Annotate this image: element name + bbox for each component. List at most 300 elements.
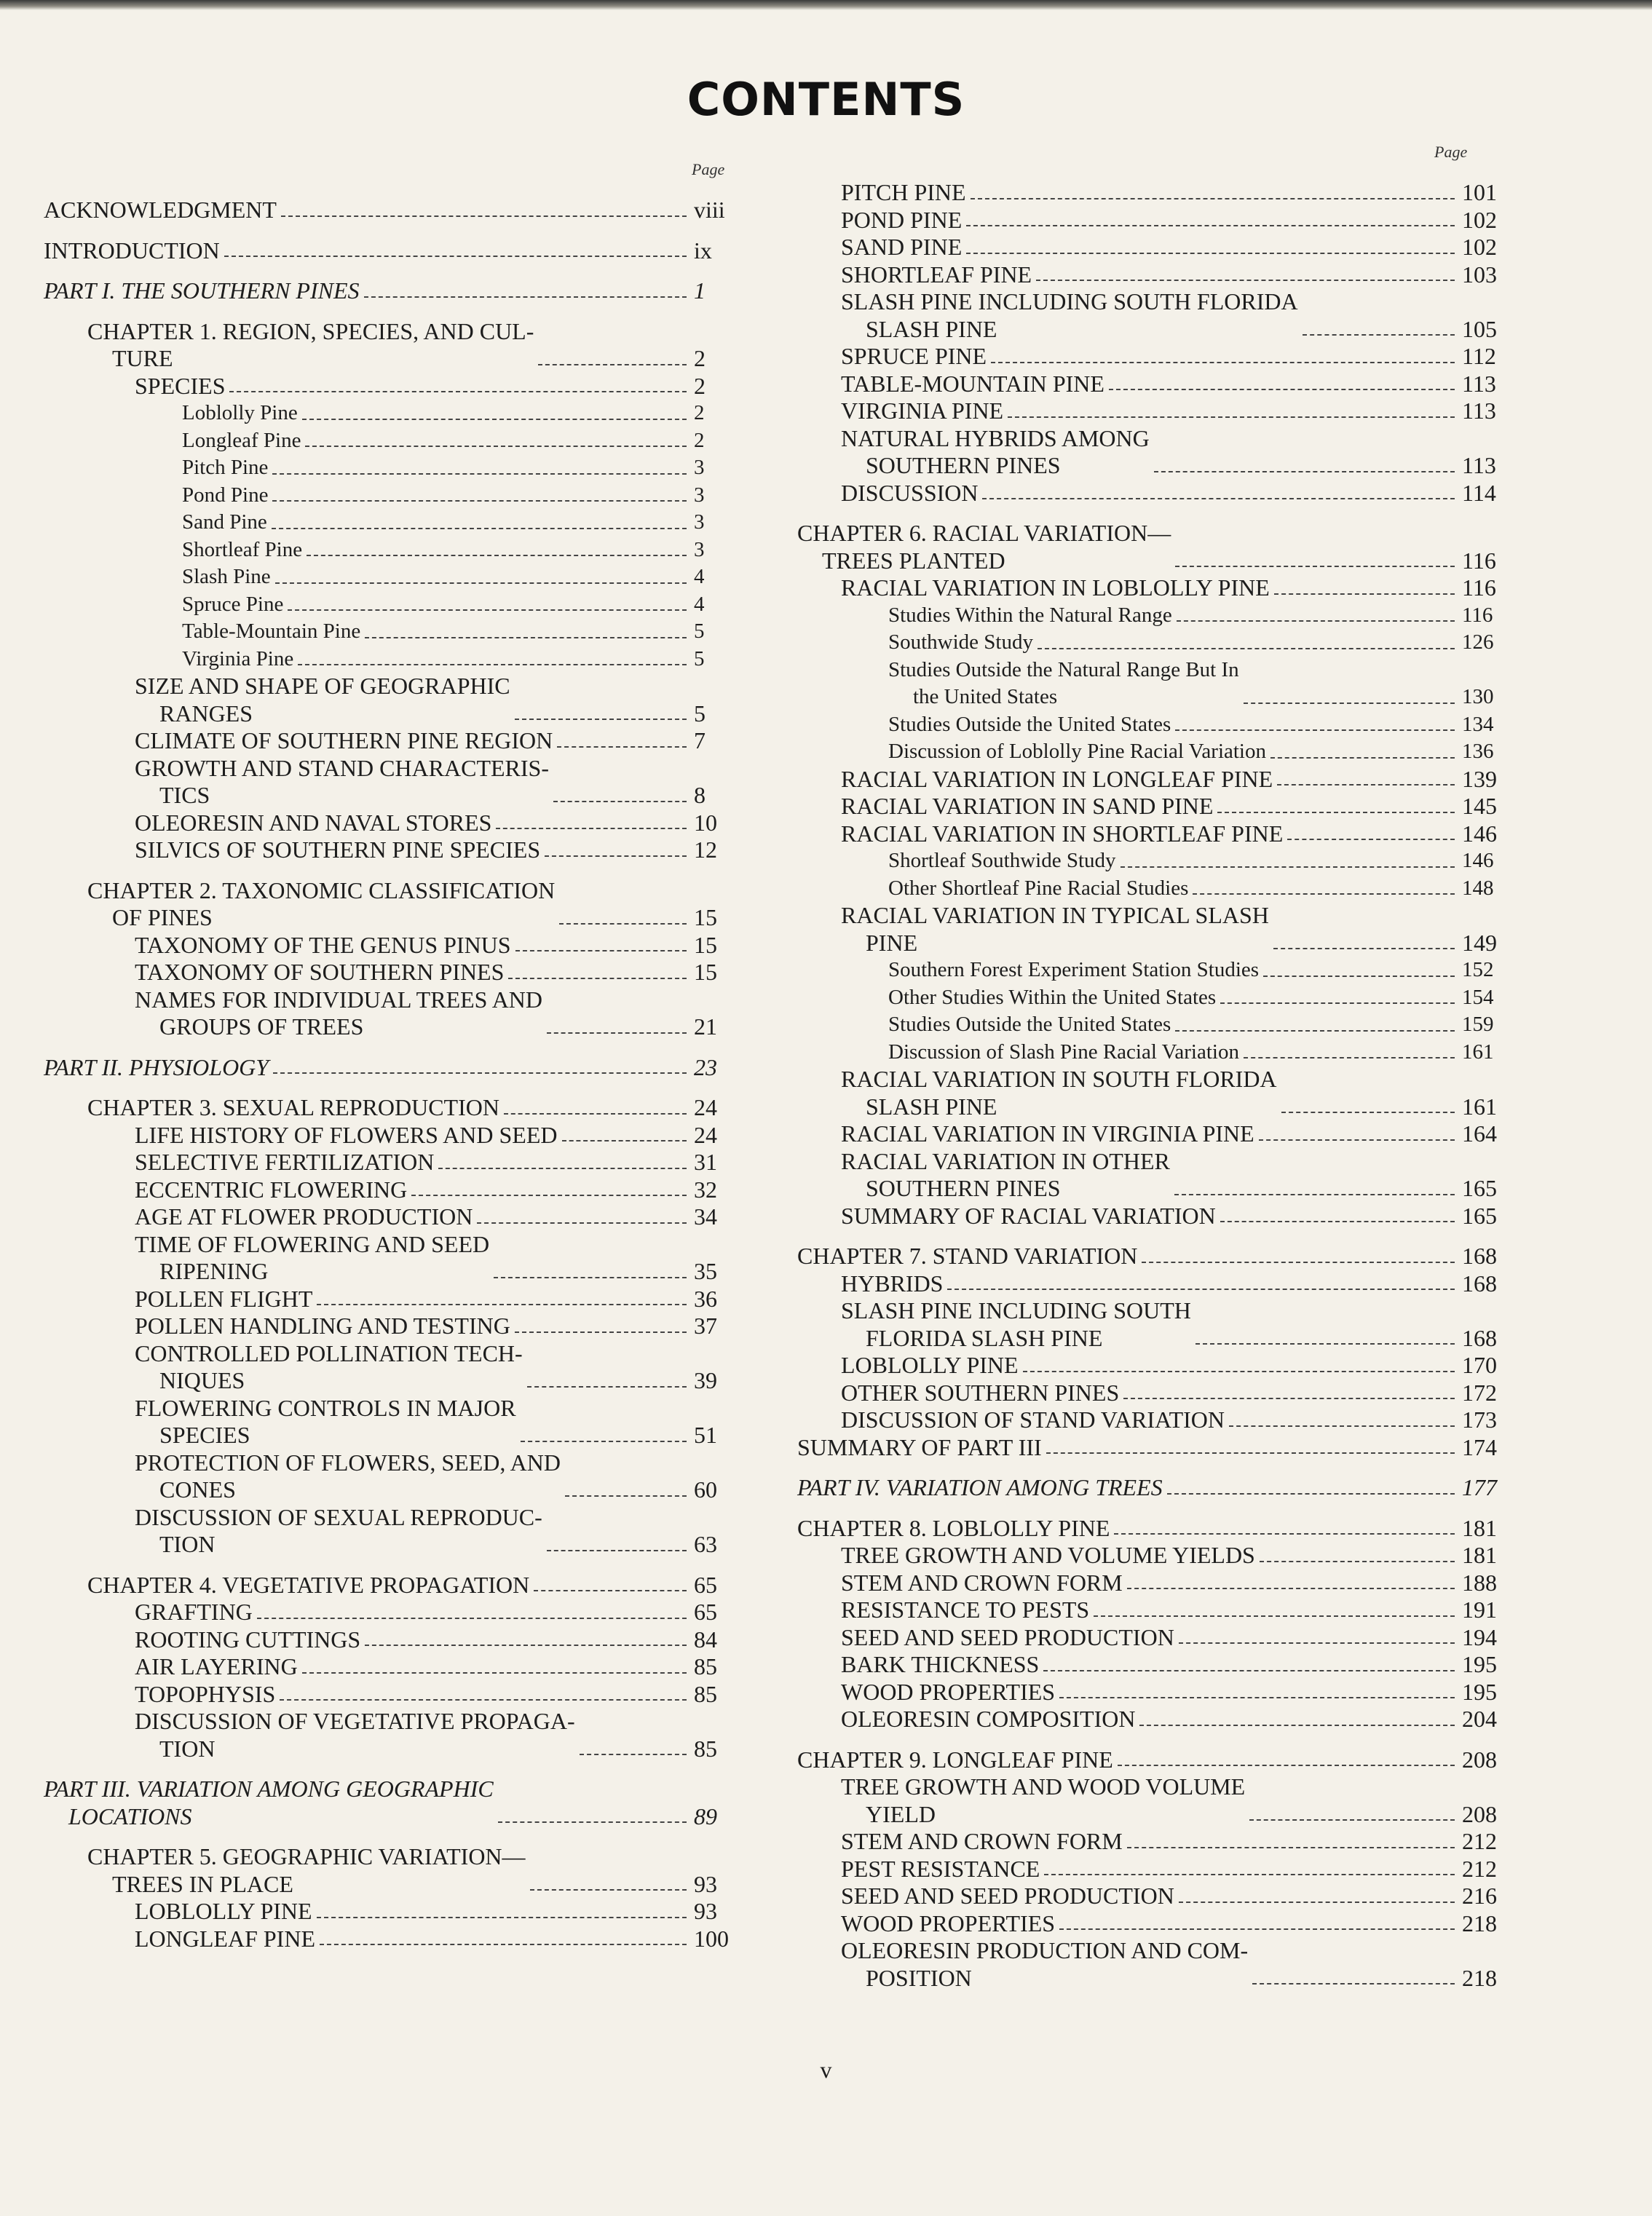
toc-page-number: 216 [1462, 1883, 1497, 1909]
toc-page-number: 212 [1462, 1855, 1497, 1882]
toc-page-number: 3 [694, 537, 705, 561]
toc-entry-title-continued: SOUTHERN PINES [866, 452, 1061, 478]
dot-leader [1059, 1928, 1455, 1930]
dot-leader [1044, 1874, 1455, 1875]
toc-entry-title: ECCENTRIC FLOWERING [135, 1176, 408, 1203]
toc-entry-title: RACIAL VARIATION IN OTHER [841, 1147, 1170, 1174]
dot-leader [1177, 620, 1455, 622]
toc-entry-title: CHAPTER 2. TAXONOMIC CLASSIFICATION [87, 876, 556, 903]
toc-entry-title-block [841, 1937, 1248, 1992]
dot-leader [1127, 1847, 1455, 1848]
toc-page-number: 181 [1462, 1514, 1497, 1541]
toc-entry-title: LIFE HISTORY OF FLOWERS AND SEED [135, 1121, 558, 1148]
toc-entry-title: GROWTH AND STAND CHARACTERIS- [135, 754, 549, 781]
toc-page-number: 204 [1462, 1706, 1497, 1732]
dot-leader [272, 473, 687, 475]
dot-leader [229, 391, 687, 392]
toc-page-number: 89 [694, 1803, 717, 1829]
toc-entry [44, 1708, 739, 1762]
toc-entry [797, 957, 1507, 984]
dot-leader [496, 828, 687, 829]
toc-page-number: 116 [1462, 574, 1496, 601]
toc-entry-title-continued: OF PINES [112, 904, 213, 930]
toc-entry-title-continued: TURE [112, 345, 173, 371]
toc-entry-title: CHAPTER 3. SEXUAL REPRODUCTION [87, 1094, 499, 1120]
toc-entry-title: NAMES FOR INDIVIDUAL TREES AND [135, 986, 543, 1013]
toc-entry-title-continued: FLORIDA SLASH PINE [866, 1324, 1103, 1351]
toc-entry-title-continued: SLASH PINE [866, 315, 997, 342]
toc-entry [797, 425, 1507, 480]
toc-entry [797, 602, 1507, 630]
toc-page-number: 3 [694, 483, 705, 507]
toc-entry [797, 1679, 1507, 1706]
dot-leader [365, 1645, 687, 1646]
toc-entry-title: NATURAL HYBRIDS AMONG [841, 424, 1150, 451]
toc-page-number: 36 [694, 1285, 717, 1312]
toc-entry [797, 343, 1507, 371]
toc-entry [797, 657, 1507, 711]
toc-entry-title-continued: TREES PLANTED [822, 547, 1005, 574]
toc-page-number: 191 [1462, 1596, 1497, 1623]
toc-entry [44, 836, 739, 864]
toc-page-number: 165 [1462, 1175, 1497, 1201]
dot-leader [1139, 1725, 1455, 1726]
toc-page-number: 173 [1462, 1406, 1497, 1433]
toc-entry [797, 1773, 1507, 1828]
toc-page-number: 114 [1462, 479, 1496, 506]
dot-leader [1252, 1983, 1455, 1984]
dot-leader [545, 855, 687, 857]
dot-leader [1023, 1371, 1455, 1372]
toc-page-number: 84 [694, 1626, 717, 1653]
toc-entry [797, 738, 1507, 766]
toc-page-number: 212 [1462, 1828, 1497, 1854]
dot-leader [1179, 1902, 1455, 1903]
toc-entry [44, 1203, 739, 1231]
toc-entry [44, 618, 739, 646]
toc-entry [44, 1149, 739, 1176]
toc-page-number: 165 [1462, 1202, 1497, 1229]
toc-entry-title-block [841, 288, 1298, 343]
toc-entry [797, 1883, 1507, 1910]
toc-page-number: 5 [694, 700, 706, 727]
toc-page-number: 116 [1462, 547, 1496, 574]
dot-leader [317, 1917, 687, 1918]
toc-entry-title: AIR LAYERING [135, 1653, 298, 1679]
toc-entry-title: SPECIES [135, 372, 226, 399]
toc-page-number: 24 [694, 1094, 717, 1120]
dot-leader [1195, 1343, 1455, 1345]
toc-entry-title: RACIAL VARIATION IN SAND PINE [841, 793, 1214, 819]
toc-entry-title: PROTECTION OF FLOWERS, SEED, AND [135, 1449, 561, 1476]
toc-entry-title: TREE GROWTH AND WOOD VOLUME [841, 1773, 1246, 1800]
toc-page-number: 188 [1462, 1569, 1497, 1596]
toc-entry [44, 1313, 739, 1340]
dot-leader [1175, 566, 1455, 567]
toc-page-number: 65 [694, 1599, 717, 1625]
dot-leader [1167, 1493, 1455, 1495]
toc-page-number: 152 [1462, 958, 1494, 981]
toc-entry-title-continued: TION [159, 1531, 216, 1557]
dot-leader [272, 528, 687, 529]
dot-leader [1038, 648, 1455, 649]
toc-entry-title: SPRUCE PINE [841, 343, 987, 369]
toc-page-number: 154 [1462, 985, 1494, 1009]
dot-leader [364, 296, 687, 298]
toc-entry-title: AGE AT FLOWER PRODUCTION [135, 1203, 473, 1230]
toc-entry [797, 1746, 1507, 1774]
dot-leader [557, 746, 687, 748]
toc-entry [44, 1122, 739, 1149]
toc-entry-title: Other Studies Within the United States [888, 985, 1217, 1009]
toc-right-entries [797, 179, 1507, 1992]
toc-entry-title: SELECTIVE FERTILIZATION [135, 1149, 435, 1175]
dot-leader [565, 1495, 687, 1497]
toc-page-number: 34 [694, 1203, 717, 1230]
toc-entry [44, 1572, 739, 1599]
dot-leader [580, 1754, 687, 1755]
toc-entry-title-block [135, 673, 510, 727]
toc-entry-title-block [841, 1066, 1277, 1120]
toc-entry-title: BARK THICKNESS [841, 1651, 1040, 1677]
toc-entry-title-block [135, 1231, 489, 1286]
toc-entry [797, 1828, 1507, 1856]
dot-leader [1036, 280, 1455, 281]
dot-leader [1094, 1615, 1455, 1617]
toc-page-number: 60 [694, 1476, 717, 1503]
toc-entry-title: TOPOPHYSIS [135, 1680, 276, 1707]
toc-entry-title-block [841, 1773, 1245, 1828]
toc-page-number: 35 [694, 1258, 717, 1284]
toc-entry-title: Discussion of Slash Pine Racial Variation [888, 1040, 1239, 1064]
dot-leader [1179, 1642, 1455, 1644]
toc-entry [797, 1596, 1507, 1624]
toc-entry-title: CHAPTER 8. LOBLOLLY PINE [797, 1514, 1110, 1541]
toc-page-number: 85 [694, 1735, 717, 1762]
toc-entry [797, 1570, 1507, 1597]
toc-entry-title: Studies Within the Natural Range [888, 603, 1172, 627]
toc-page-number: 195 [1462, 1651, 1497, 1677]
toc-entry-title: Discussion of Loblolly Pine Racial Variation [888, 740, 1266, 763]
toc-page-number: 170 [1462, 1352, 1497, 1378]
dot-leader [966, 253, 1455, 254]
dot-leader [1244, 1057, 1455, 1058]
toc-entry [44, 1926, 739, 1953]
toc-page-number: 145 [1462, 793, 1497, 819]
toc-entry-title: LONGLEAF PINE [135, 1925, 315, 1952]
toc-entry [44, 1176, 739, 1204]
toc-entry-title-continued: GROUPS OF TREES [159, 1013, 364, 1040]
page-folio: v [820, 2057, 832, 2083]
dot-leader [530, 1889, 687, 1891]
toc-entry-title: TREE GROWTH AND VOLUME YIELDS [841, 1542, 1255, 1568]
toc-page-number: 15 [694, 959, 717, 985]
dot-leader [1249, 1819, 1455, 1821]
toc-entry [44, 1504, 739, 1559]
toc-entry [44, 277, 739, 305]
toc-entry-title: DISCUSSION OF VEGETATIVE PROPAGA- [135, 1708, 575, 1734]
toc-entry [797, 793, 1507, 820]
toc-page-number: 159 [1462, 1013, 1494, 1036]
toc-entry [797, 1474, 1507, 1502]
toc-page-number: 208 [1462, 1800, 1497, 1827]
toc-entry-title-block [797, 520, 1171, 574]
toc-entry [44, 373, 739, 400]
toc-entry [797, 574, 1507, 602]
toc-entry [44, 1054, 739, 1082]
toc-entry-title: CONTROLLED POLLINATION TECH- [135, 1340, 523, 1366]
dot-leader [438, 1168, 687, 1169]
dot-leader [534, 1590, 687, 1591]
toc-entry [797, 1011, 1507, 1039]
toc-entry [797, 1120, 1507, 1148]
toc-page-number: 116 [1462, 603, 1493, 627]
dot-leader [515, 1331, 687, 1333]
toc-entry [44, 877, 739, 932]
toc-entry [797, 875, 1507, 903]
toc-page-number: 93 [694, 1898, 717, 1924]
toc-page-number: 134 [1462, 712, 1494, 736]
toc-entry [44, 454, 739, 482]
toc-entry [797, 207, 1507, 234]
toc-entry [797, 1243, 1507, 1270]
dot-leader [547, 1032, 687, 1034]
toc-entry-title: Southwide Study [888, 630, 1033, 654]
toc-entry [44, 1599, 739, 1626]
toc-entry-title: POLLEN HANDLING AND TESTING [135, 1313, 510, 1339]
toc-page-number: 3 [694, 456, 705, 479]
toc-entry-title: LOBLOLLY PINE [841, 1352, 1019, 1378]
dot-leader [1281, 1112, 1455, 1113]
toc-entry [44, 1681, 739, 1709]
toc-entry-title: OLEORESIN AND NAVAL STORES [135, 809, 492, 836]
dot-leader [298, 664, 687, 665]
toc-entry-title-continued: NIQUES [159, 1367, 245, 1393]
dot-leader [1220, 1002, 1455, 1004]
toc-entry [797, 1651, 1507, 1679]
toc-entry-title: OTHER SOUTHERN PINES [841, 1379, 1120, 1406]
toc-entry-title: RACIAL VARIATION IN LONGLEAF PINE [841, 765, 1273, 792]
toc-page-number: 4 [694, 592, 705, 616]
toc-entry-title: ACKNOWLEDGMENT [44, 197, 277, 223]
toc-entry [44, 1843, 739, 1898]
toc-entry-title-continued: TION [159, 1735, 216, 1762]
toc-entry-title-block [135, 755, 549, 810]
toc-entry-title: PART I. THE SOUTHERN PINES [44, 277, 360, 304]
dot-leader [365, 637, 687, 638]
toc-entry [44, 646, 739, 673]
toc-entry [797, 902, 1507, 957]
toc-entry [797, 1203, 1507, 1230]
toc-entry-title-continued: SLASH PINE [866, 1093, 997, 1120]
toc-page-number: 146 [1462, 849, 1494, 872]
toc-page-number: 4 [694, 565, 705, 588]
toc-page-number: 172 [1462, 1379, 1497, 1406]
toc-entry [797, 234, 1507, 261]
toc-entry-title-block [87, 877, 555, 932]
toc-entry [797, 179, 1507, 207]
dot-leader [307, 555, 687, 556]
toc-page-number: 130 [1462, 685, 1494, 708]
toc-page-number: 5 [694, 620, 705, 643]
page-title: CONTENTS [687, 73, 965, 126]
toc-entry-title-block [888, 657, 1239, 711]
dot-leader [1118, 1765, 1455, 1766]
toc-entry-title: SUMMARY OF RACIAL VARIATION [841, 1202, 1216, 1229]
toc-entry-title: TAXONOMY OF THE GENUS PINUS [135, 931, 511, 958]
toc-entry-title: SHORTLEAF PINE [841, 261, 1032, 288]
toc-entry-title: RACIAL VARIATION IN SHORTLEAF PINE [841, 820, 1284, 847]
toc-page-number: 181 [1462, 1542, 1497, 1568]
toc-entry [44, 986, 739, 1041]
dot-leader [1109, 389, 1455, 390]
toc-entry-title: CHAPTER 7. STAND VARIATION [797, 1243, 1138, 1269]
toc-entry-title: CHAPTER 9. LONGLEAF PINE [797, 1746, 1113, 1773]
toc-entry [797, 1039, 1507, 1067]
toc-page-number: viii [694, 197, 725, 223]
toc-entry-title: OLEORESIN PRODUCTION AND COM- [841, 1937, 1249, 1963]
toc-entry-title-continued: TICS [159, 782, 210, 808]
toc-entry [44, 482, 739, 510]
toc-page-number: 65 [694, 1571, 717, 1598]
toc-page-number: 164 [1462, 1120, 1497, 1147]
toc-entry [797, 1937, 1507, 1992]
toc-entry [797, 1066, 1507, 1120]
toc-entry-title-continued: SOUTHERN PINES [866, 1175, 1061, 1201]
toc-page-number: 105 [1462, 315, 1497, 342]
dot-leader [281, 215, 687, 217]
toc-entry-title: Sand Pine [182, 510, 267, 534]
toc-page-number: 126 [1462, 630, 1494, 654]
toc-entry-title: SEED AND SEED PRODUCTION [841, 1883, 1174, 1909]
toc-page-number: 10 [694, 809, 717, 836]
toc-entry-title: CHAPTER 4. VEGETATIVE PROPAGATION [87, 1571, 530, 1598]
toc-entry [44, 1340, 739, 1395]
toc-entry-title: SIZE AND SHAPE OF GEOGRAPHIC [135, 673, 510, 699]
toc-entry-title: Pond Pine [182, 483, 269, 507]
toc-entry-title: DISCUSSION [841, 479, 979, 506]
toc-entry [44, 318, 739, 373]
toc-entry-title-block [841, 425, 1150, 480]
dot-leader [272, 500, 687, 502]
toc-entry [44, 237, 739, 265]
toc-entry-title: PART II. PHYSIOLOGY [44, 1053, 269, 1080]
dot-leader [1142, 1262, 1455, 1263]
toc-entry [797, 1910, 1507, 1938]
toc-entry [44, 1231, 739, 1286]
dot-leader [1274, 593, 1455, 595]
toc-entry [44, 755, 739, 810]
dot-leader [982, 498, 1455, 499]
toc-entry-title: TABLE-MOUNTAIN PINE [841, 370, 1104, 397]
toc-entry-title-block [841, 1148, 1170, 1203]
toc-page-number: 24 [694, 1121, 717, 1148]
toc-entry-title: RACIAL VARIATION IN TYPICAL SLASH [841, 902, 1269, 928]
toc-entry [797, 261, 1507, 289]
toc-page-number: 218 [1462, 1910, 1497, 1936]
dot-leader [1154, 471, 1455, 472]
toc-entry-title: SEED AND SEED PRODUCTION [841, 1623, 1174, 1650]
toc-entry-title: FLOWERING CONTROLS IN MAJOR [135, 1394, 516, 1421]
toc-page-number: 149 [1462, 929, 1497, 956]
toc-entry-title-continued: SPECIES [159, 1422, 250, 1448]
dot-leader [1217, 812, 1455, 813]
toc-page-number: 112 [1462, 343, 1496, 369]
toc-page-number: 2 [694, 401, 705, 424]
toc-entry-title-continued: TREES IN PLACE [112, 1870, 293, 1897]
toc-entry [44, 427, 739, 455]
toc-page-number: 85 [694, 1680, 717, 1707]
dot-leader [1175, 1030, 1455, 1032]
dot-leader [1303, 334, 1455, 336]
toc-entry [797, 520, 1507, 574]
toc-entry-title-block [87, 1843, 526, 1898]
toc-entry [797, 1856, 1507, 1883]
toc-page-number: 37 [694, 1313, 717, 1339]
toc-page-number: 1 [694, 277, 706, 304]
toc-entry [797, 1352, 1507, 1380]
toc-entry-title-continued: LOCATIONS [68, 1803, 192, 1829]
toc-entry-title: CHAPTER 6. RACIAL VARIATION— [797, 520, 1171, 546]
toc-entry-title: POLLEN FLIGHT [135, 1285, 313, 1312]
toc-entry [44, 673, 739, 727]
toc-entry-title: Studies Outside the Natural Range But In [888, 657, 1239, 681]
toc-entry-title-block [135, 1340, 523, 1395]
dot-leader [538, 364, 687, 365]
dot-leader [504, 1113, 687, 1115]
toc-entry-title: Spruce Pine [182, 592, 284, 616]
toc-entry [797, 1624, 1507, 1652]
toc-entry [44, 1094, 739, 1122]
toc-entry-title: LOBLOLLY PINE [135, 1898, 312, 1924]
dot-leader [1263, 976, 1455, 977]
toc-left-entries [44, 197, 739, 1952]
toc-entry-title-block [135, 986, 542, 1041]
toc-page-number: ix [694, 237, 712, 264]
toc-page-number: 2 [694, 428, 705, 452]
dot-leader [302, 1672, 687, 1674]
toc-entry-title: CHAPTER 5. GEOGRAPHIC VARIATION— [87, 1843, 526, 1869]
dot-leader [224, 256, 687, 257]
toc-page-number: 161 [1462, 1040, 1494, 1064]
toc-page-number: 148 [1462, 876, 1494, 900]
toc-entry-title: Table-Mountain Pine [182, 620, 361, 643]
toc-entry-title: RESISTANCE TO PESTS [841, 1596, 1090, 1623]
toc-page-number: 113 [1462, 452, 1496, 478]
toc-page-number: 100 [694, 1925, 729, 1952]
toc-entry [44, 591, 739, 619]
dot-leader [508, 978, 687, 979]
toc-page-number: 3 [694, 510, 705, 534]
toc-page-number: 208 [1462, 1746, 1497, 1773]
dot-leader [966, 225, 1455, 226]
toc-page-number: 85 [694, 1653, 717, 1679]
toc-entry-title-block [135, 1449, 561, 1504]
toc-page-number: 7 [694, 727, 706, 753]
toc-page-number: 63 [694, 1531, 717, 1557]
toc-page-number: 5 [694, 646, 705, 670]
dot-leader [1220, 1221, 1455, 1222]
toc-entry [44, 1449, 739, 1504]
toc-entry-title-continued: RIPENING [159, 1258, 269, 1284]
toc-entry-title: Pitch Pine [182, 456, 269, 479]
dot-leader [515, 719, 687, 720]
toc-page-number: 15 [694, 904, 717, 930]
toc-entry-title: STEM AND CROWN FORM [841, 1569, 1123, 1596]
toc-entry-title-block [841, 1297, 1191, 1352]
toc-entry-title-continued: YIELD [866, 1800, 936, 1827]
dot-leader [1114, 1533, 1455, 1535]
